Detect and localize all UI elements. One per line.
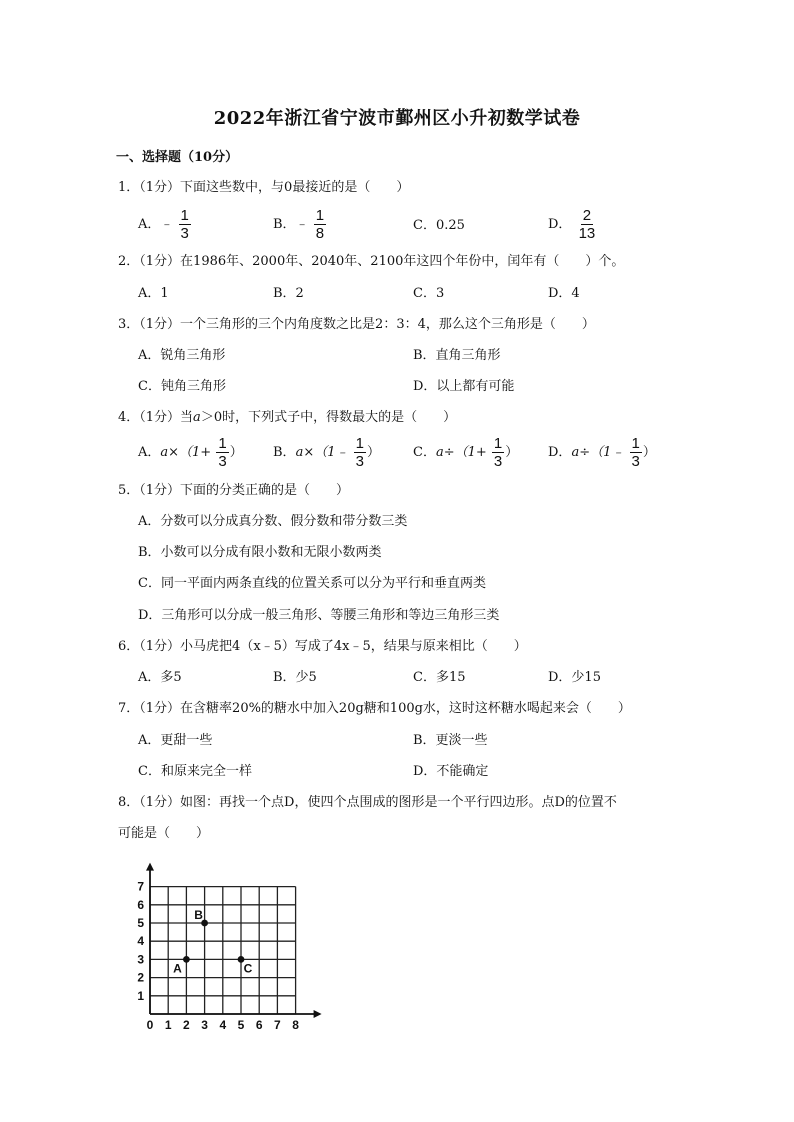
- q1-option-a[interactable]: A．﹣ $\frac{1}{3}$: [138, 207, 189, 242]
- q4-option-a[interactable]: A．a×（1+ $\frac{1}{3}$ ）: [138, 435, 243, 470]
- q1-d-fraction: $\frac{2}{13}$: [578, 207, 596, 242]
- q6-option-b[interactable]: B．少5: [273, 670, 317, 685]
- q6-option-d[interactable]: D．少15: [548, 670, 601, 685]
- q3-option-d[interactable]: D．以上都有可能: [413, 379, 515, 394]
- x-tick-label: 0: [146, 1018, 154, 1032]
- q5-option-b[interactable]: B．小数可以分成有限小数和无限小数两类: [138, 545, 382, 560]
- q2-option-c[interactable]: C．3: [413, 286, 445, 301]
- q5-option-c[interactable]: C．同一平面内两条直线的位置关系可以分为平行和垂直两类: [138, 576, 486, 591]
- x-tick-label: 8: [292, 1018, 299, 1032]
- question-7-stem: 7．（1分）在含糖率20%的糖水中加入20g糖和100g水，这时这杯糖水喝起来会（ ）: [118, 701, 631, 716]
- question-8-stem-line1: 8．（1分）如图：再找一个点D，使四个点围成的图形是一个平行四边形。点D的位置不: [118, 795, 617, 810]
- x-tick-label: 7: [274, 1018, 281, 1032]
- q3-option-b[interactable]: B．直角三角形: [413, 348, 501, 363]
- q4-option-c[interactable]: C．a÷（1+ $\frac{1}{3}$ ）: [413, 435, 519, 470]
- x-tick-label: 4: [219, 1018, 227, 1032]
- question-3-stem: 3．（1分）一个三角形的三个内角度数之比是2：3：4，那么这个三角形是（ ）: [118, 317, 595, 332]
- y-tick-label: 2: [137, 970, 144, 985]
- q2-option-a[interactable]: A．1: [138, 286, 169, 301]
- q7-option-b[interactable]: B．更淡一些: [413, 733, 488, 748]
- coordinate-grid-figure: [134, 846, 354, 1036]
- section-heading: 一、选择题（10分）: [116, 150, 239, 165]
- x-tick-label: 1: [164, 1018, 172, 1032]
- q4-c-fraction: $\frac{1}{3}$: [493, 435, 503, 470]
- y-tick-label: 4: [137, 934, 144, 949]
- q1-option-d[interactable]: D． $\frac{2}{13}$: [548, 207, 596, 242]
- grid-point-label: C: [243, 961, 253, 976]
- x-tick-label: 5: [237, 1018, 245, 1032]
- y-axis-arrow: [146, 863, 154, 871]
- q6-option-a[interactable]: A．多5: [138, 670, 182, 685]
- q6-option-c[interactable]: C．多15: [413, 670, 466, 685]
- x-tick-label: 2: [183, 1018, 190, 1032]
- q4-option-d[interactable]: D．a÷（1﹣ $\frac{1}{3}$ ）: [548, 435, 656, 470]
- q3-option-c[interactable]: C．钝角三角形: [138, 379, 226, 394]
- y-tick-label: 5: [137, 916, 144, 930]
- q2-option-d[interactable]: D．4: [548, 286, 580, 301]
- q3-option-a[interactable]: A．锐角三角形: [138, 348, 226, 363]
- q5-option-d[interactable]: D．三角形可以分成一般三角形、等腰三角形和等边三角形三类: [138, 608, 500, 623]
- question-5-stem: 5．（1分）下面的分类正确的是（ ）: [118, 483, 350, 498]
- q1-option-c[interactable]: C．0.25: [413, 218, 465, 233]
- question-4-stem: 4．（1分）当a＞0时，下列式子中，得数最大的是（ ）: [118, 410, 457, 425]
- question-6-stem: 6．（1分）小马虎把4（x﹣5）写成了4x﹣5，结果与原来相比（ ）: [118, 639, 527, 654]
- question-1-stem: 1．（1分）下面这些数中，与0最接近的是（ ）: [118, 180, 410, 195]
- q1-option-b[interactable]: B．﹣ $\frac{1}{8}$: [273, 207, 325, 242]
- q7-option-c[interactable]: C．和原来完全一样: [138, 764, 252, 779]
- grid-point-label: B: [194, 908, 203, 922]
- q4-d-fraction: $\frac{1}{3}$: [631, 435, 640, 470]
- q4-option-b[interactable]: B．a×（1﹣ $\frac{1}{3}$ ）: [273, 435, 380, 470]
- question-8-stem-line2: 可能是（ ）: [118, 826, 210, 841]
- q4-a-fraction: $\frac{1}{3}$: [218, 435, 227, 470]
- x-tick-label: 3: [201, 1018, 208, 1032]
- y-tick-label: 6: [137, 897, 144, 912]
- coordinate-grid-svg: [134, 846, 354, 1036]
- x-axis-arrow: [314, 1010, 322, 1018]
- q7-option-d[interactable]: D．不能确定: [413, 764, 489, 779]
- y-tick-label: 1: [137, 988, 144, 1003]
- question-2-stem: 2．（1分）在1986年、2000年、2040年、2100年这四个年份中，闰年有（ ）个。: [118, 254, 625, 269]
- q1-b-fraction: $\frac{1}{8}$: [315, 207, 325, 242]
- q2-option-b[interactable]: B．2: [273, 286, 304, 301]
- grid-point-label: A: [173, 961, 182, 976]
- q4-b-fraction: $\frac{1}{3}$: [355, 435, 364, 470]
- page-title: 2022年浙江省宁波市鄞州区小升初数学试卷: [213, 108, 581, 129]
- grid-point: [183, 956, 190, 963]
- q5-option-a[interactable]: A．分数可以分成真分数、假分数和带分数三类: [138, 514, 408, 529]
- q1-a-fraction: $\frac{1}{3}$: [180, 207, 189, 242]
- x-tick-label: 6: [255, 1018, 263, 1032]
- q7-option-a[interactable]: A．更甜一些: [138, 733, 213, 748]
- y-tick-label: 3: [137, 952, 144, 967]
- y-tick-label: 7: [137, 879, 144, 894]
